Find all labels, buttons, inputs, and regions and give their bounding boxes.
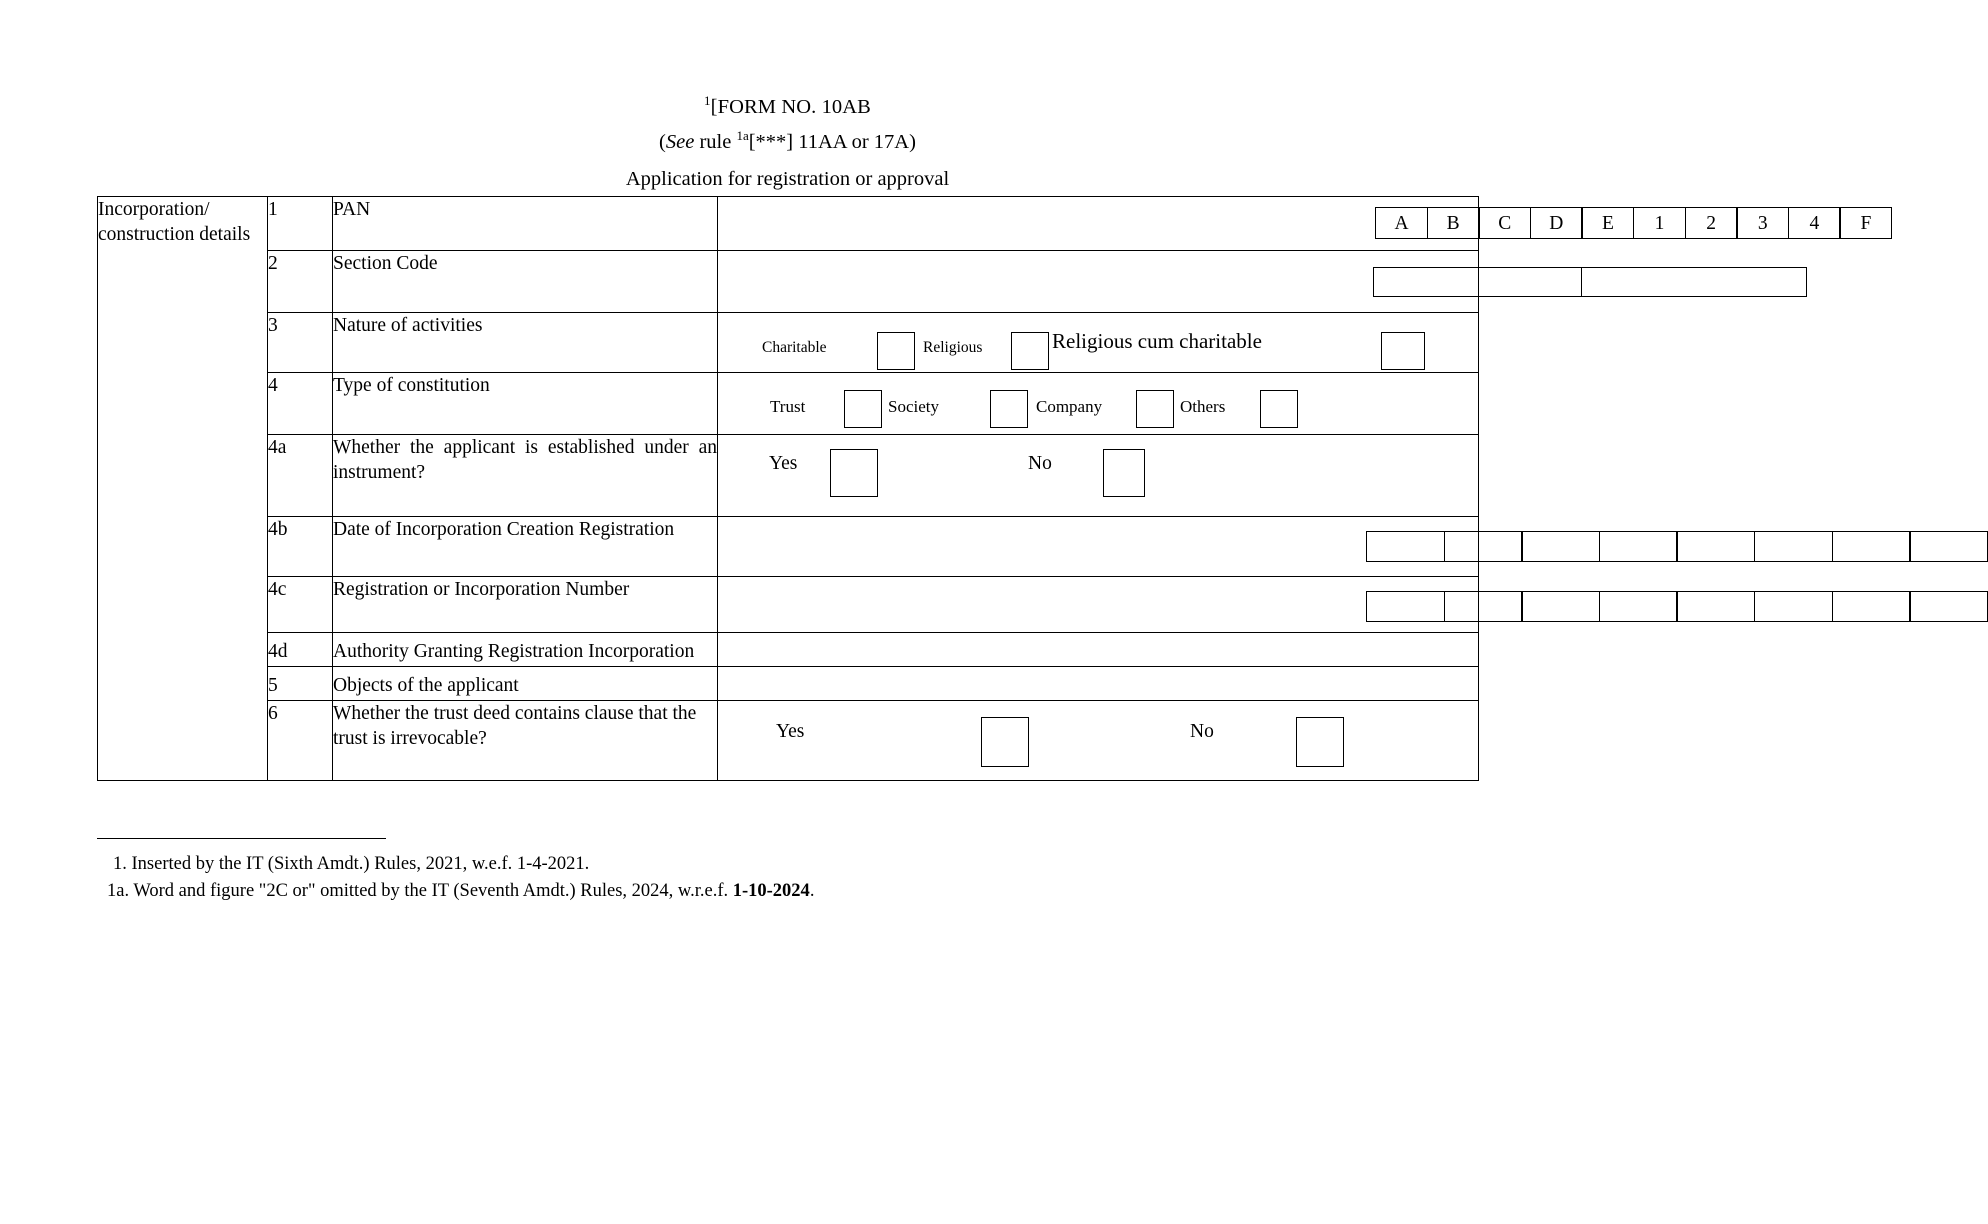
- form-number-title: [97, 92, 1478, 123]
- option-label-no: No: [1190, 721, 1214, 742]
- checkbox-no[interactable]: [1296, 717, 1344, 767]
- label-line-2: instrument?: [333, 462, 426, 483]
- document-title-block: [97, 92, 1478, 195]
- field-section-code: [718, 251, 1479, 313]
- application-subtitle: Application for registration or approval: [625, 168, 950, 190]
- checkbox-company[interactable]: [1136, 390, 1174, 428]
- option-label-yes: Yes: [776, 721, 805, 742]
- footnote-1a: [97, 878, 1097, 905]
- option-label-yes: Yes: [769, 453, 798, 474]
- pan-char-box[interactable]: 4: [1788, 207, 1841, 239]
- option-label-company: Company: [1036, 397, 1103, 416]
- registration-number-box[interactable]: [1832, 591, 1911, 622]
- yes-no-options-6: [718, 701, 1478, 780]
- option-label-society: Society: [888, 397, 939, 416]
- footnote-1: 1. Inserted by the IT (Sixth Amdt.) Rules, 2021, w.e.f. 1-4-2021.: [113, 854, 590, 874]
- rule-rest: [***] 11AA or 17A): [748, 131, 916, 153]
- yes-no-options-4a: [718, 435, 1478, 516]
- option-label-no: No: [1028, 453, 1052, 474]
- checkbox-religious-cum-charitable[interactable]: [1381, 332, 1425, 370]
- see-word: See: [665, 131, 695, 153]
- pan-char-box[interactable]: 3: [1736, 207, 1789, 239]
- date-box[interactable]: [1676, 531, 1755, 562]
- row-number-3: 3: [268, 313, 333, 373]
- checkbox-no[interactable]: [1103, 449, 1145, 497]
- row-number-2: 2: [268, 251, 333, 313]
- date-box[interactable]: [1521, 531, 1600, 562]
- registration-number-box[interactable]: [1909, 591, 1988, 622]
- footnote-marker-1a: 1a: [736, 128, 749, 144]
- row-number-6: 6: [268, 701, 333, 781]
- label-line-1: Whether the trust deed contains clause that the: [333, 703, 697, 724]
- pan-char-box[interactable]: 1: [1633, 207, 1686, 239]
- registration-number-boxes: [1366, 591, 1988, 622]
- rule-reference-line: [97, 127, 1478, 158]
- option-label-others: Others: [1180, 397, 1226, 416]
- row-number-4a: 4a: [268, 435, 333, 517]
- group-label-incorporation-construction-details: [98, 197, 268, 781]
- checkbox-trust[interactable]: [844, 390, 882, 428]
- option-label-trust: Trust: [770, 397, 806, 416]
- section-code-boxes: [1373, 267, 1807, 297]
- pan-char-box[interactable]: 2: [1685, 207, 1738, 239]
- row-number-5: 5: [268, 667, 333, 701]
- table-row: [98, 701, 1479, 781]
- row-number-4c: 4c: [268, 577, 333, 633]
- table-row: [98, 197, 1479, 251]
- table-row: [98, 435, 1479, 517]
- pan-char-box[interactable]: D: [1530, 207, 1583, 239]
- form-number-text: [FORM NO. 10AB: [710, 96, 871, 118]
- date-box[interactable]: [1444, 531, 1523, 562]
- table-row: [98, 667, 1479, 701]
- footnote-1a-period: .: [809, 881, 815, 901]
- field-pan: [718, 197, 1872, 251]
- label-line-2: trust is irrevocable?: [333, 728, 487, 749]
- date-boxes: [1366, 531, 1988, 562]
- date-box[interactable]: [1599, 531, 1678, 562]
- registration-number-box[interactable]: [1444, 591, 1523, 622]
- footnote-marker-1: 1: [704, 93, 711, 109]
- label-line-1: Whether the applicant is established under an: [333, 437, 717, 458]
- checkbox-society[interactable]: [990, 390, 1028, 428]
- registration-number-box[interactable]: [1754, 591, 1833, 622]
- checkbox-religious[interactable]: [1011, 332, 1049, 370]
- field-authority-granting[interactable]: [718, 633, 1479, 667]
- group-label-line-1: Incorporation/: [98, 199, 210, 220]
- section-code-box-1[interactable]: [1373, 267, 1582, 297]
- registration-number-box[interactable]: [1521, 591, 1600, 622]
- registration-number-box[interactable]: [1676, 591, 1755, 622]
- row-number-4: 4: [268, 373, 333, 435]
- footnotes-block: [97, 838, 1097, 905]
- constitution-options: [718, 373, 1478, 434]
- table-row: [98, 577, 1479, 633]
- row-label-type-of-constitution: Type of constitution: [333, 373, 718, 435]
- pan-char-box[interactable]: F: [1839, 207, 1892, 239]
- row-number-1: 1: [268, 197, 333, 251]
- option-label-religious: Religious: [923, 339, 983, 356]
- row-label-authority-granting: Authority Granting Registration Incorporation: [333, 633, 718, 667]
- table-row: [98, 251, 1479, 313]
- row-label-objects-of-applicant: Objects of the applicant: [333, 667, 718, 701]
- row-label-pan: PAN: [333, 197, 718, 251]
- option-label-religious-cum-charitable: Religious cum charitable: [1052, 329, 1262, 353]
- date-box[interactable]: [1754, 531, 1833, 562]
- field-trust-deed-irrevocable: [718, 701, 1479, 781]
- date-box[interactable]: [1832, 531, 1911, 562]
- pan-char-box[interactable]: B: [1427, 207, 1480, 239]
- field-type-of-constitution: [718, 373, 1479, 435]
- registration-number-box[interactable]: [1366, 591, 1445, 622]
- row-label-trust-deed-irrevocable: [333, 701, 718, 781]
- table-row: [98, 313, 1479, 373]
- row-label-registration-number: Registration or Incorporation Number: [333, 577, 718, 633]
- field-registration-number: [718, 577, 1479, 633]
- registration-number-box[interactable]: [1599, 591, 1678, 622]
- row-number-4d: 4d: [268, 633, 333, 667]
- group-label-line-2: construction details: [98, 224, 251, 245]
- row-label-nature-of-activities: Nature of activities: [333, 313, 718, 373]
- table-row: [98, 633, 1479, 667]
- option-label-charitable: Charitable: [762, 339, 827, 356]
- table-row: [98, 517, 1479, 577]
- field-nature-of-activities: [718, 313, 1479, 373]
- field-date-of-incorporation: [718, 517, 1479, 577]
- field-objects-of-applicant[interactable]: [718, 667, 1479, 701]
- checkbox-yes[interactable]: [981, 717, 1029, 767]
- section-code-box-2[interactable]: [1581, 267, 1807, 297]
- nature-options: [718, 313, 1478, 372]
- row-label-date-of-incorporation: Date of Incorporation Creation Registration: [333, 517, 718, 577]
- pan-character-boxes: [1375, 207, 1892, 239]
- row-label-section-code: Section Code: [333, 251, 718, 313]
- checkbox-yes[interactable]: [830, 449, 878, 497]
- footnote-1a-date: 1-10-2024: [732, 881, 810, 901]
- checkbox-charitable[interactable]: [877, 332, 915, 370]
- pan-char-box[interactable]: A: [1375, 207, 1428, 239]
- application-form-table: [97, 196, 1872, 781]
- field-established-under-instrument: [718, 435, 1479, 517]
- pan-char-box[interactable]: E: [1581, 207, 1634, 239]
- date-box[interactable]: [1909, 531, 1988, 562]
- pan-char-box[interactable]: C: [1478, 207, 1531, 239]
- paren-open: (: [659, 131, 666, 153]
- footnote-separator-rule: [97, 838, 386, 839]
- table-row: [98, 373, 1479, 435]
- checkbox-others[interactable]: [1260, 390, 1298, 428]
- rule-word: rule: [694, 131, 737, 153]
- date-box[interactable]: [1366, 531, 1445, 562]
- row-number-4b: 4b: [268, 517, 333, 577]
- row-label-established-under-instrument: [333, 435, 718, 517]
- footnote-1a-text: 1a. Word and figure "2C or" omitted by the IT (Seventh Amdt.) Rules, 2024, w.r.e.f.: [107, 881, 733, 901]
